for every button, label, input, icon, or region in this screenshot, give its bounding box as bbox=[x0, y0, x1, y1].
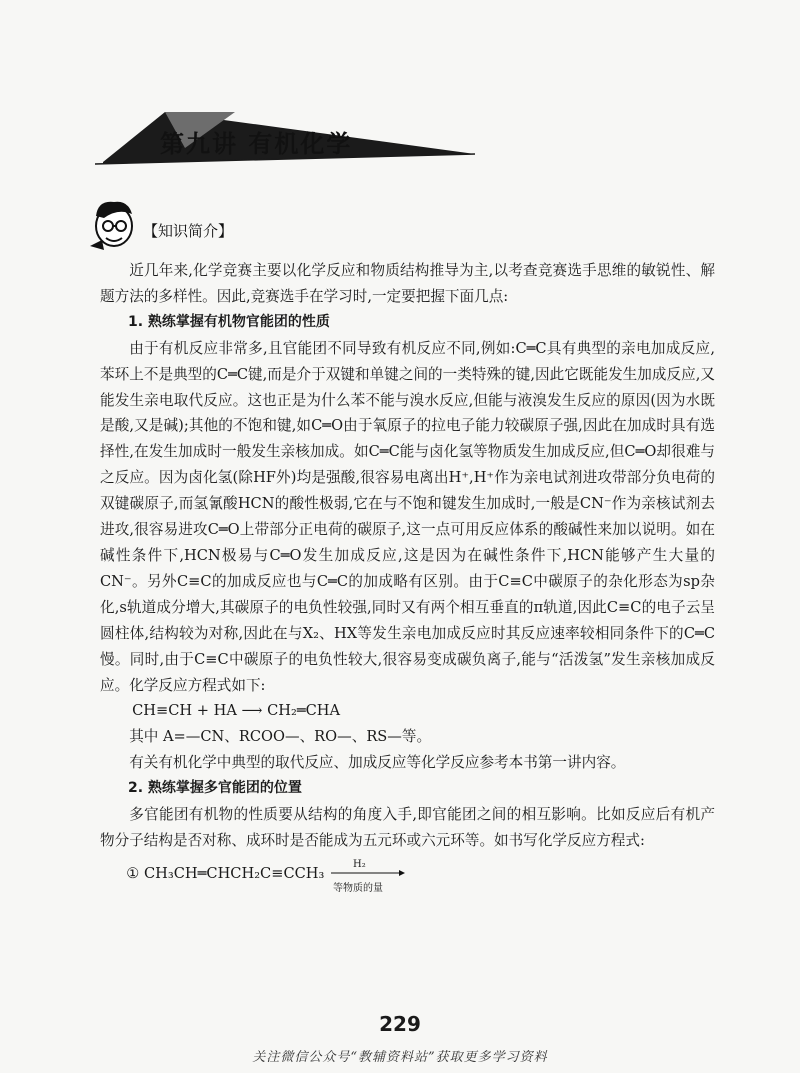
body-text bbox=[100, 258, 715, 898]
equation-2-reactant: ① CH₃CH═CHCH₂C≡CCH₃ bbox=[126, 864, 325, 882]
heading-2: 2. 熟练掌握多官能团的位置 bbox=[128, 780, 302, 797]
paragraph-multi-groups: 多官能团有机物的性质要从结构的角度入手,即官能团之间的相互影响。比如反应后有机产物分子结构是否对称、成环时是否能成为五元环或六元环等。如书写化学反应方程式: bbox=[100, 806, 715, 849]
paragraph-functional-groups: 由于有机反应非常多,且官能团不同导致有机反应不同,例如:C═C具有典型的亲电加成反应,苯环上不是典型的C═C键,而是介于双键和单键之间的一类特殊的键,因此它既能发生加成反应,又能发生亲电取代反应。这也正是为什么苯不能与溴水反应,但能与液溴发生反应的原因(因为水既是酸,又是碱);其他的不饱和键,如C═O由于氧原子的拉电子能力较碳原子强,因此在加成时具有选择性,在发生加成时一般发生亲核加成。如C═C能与卤化氢等物质发生加成反应,但C═O却很难与之反应。因为卤化氢(除HF外)均是强酸,很容易电离出H⁺,H⁺作为亲电试剂进攻带部分负电荷的双键碳原子,而氢氰酸HCN的酸性极弱,它在与不饱和键发生加成时,一般是CN⁻作为亲核试剂去进攻,很容易进攻C═O上带部分正电荷的碳原子,这一点可用反应体系的酸碱性来加以说明。如在碱性条件下,HCN极易与C═O发生加成反应,这是因为在碱性条件下,HCN能够产生大量的CN⁻。另外C≡C的加成反应也与C═C的加成略有区别。由于C≡C中碳原子的杂化形态为sp杂化,s轨道成分增大,其碳原子的电负性较强,同时又有两个相互垂直的π轨道,因此C≡C的电子云呈圆柱体,结构较为对称,因此在与X₂、HX等发生亲电加成反应时其反应速率较相同条件下的C═C慢。同时,由于C≡C中碳原子的电负性较大,很容易变成碳负离子,能与“活泼氢”发生亲核加成反应。化学反应方程式如下: bbox=[100, 339, 715, 694]
paragraph-reference: 有关有机化学中典型的取代反应、加成反应等化学反应参考本书第一讲内容。 bbox=[129, 754, 626, 772]
lecture-title: 第九讲 有机化学 bbox=[160, 130, 353, 158]
equation-2 bbox=[100, 860, 715, 898]
footer-watermark: 关注微信公众号“教辅资料站”获取更多学习资料 bbox=[252, 1050, 548, 1065]
heading-1: 1. 熟练掌握有机物官能团的性质 bbox=[128, 313, 330, 330]
intro-paragraph: 近几年来,化学竞赛主要以化学反应和物质结构推导为主,以考查竞赛选手思维的敏锐性、解题方法的多样性。因此,竞赛选手在学习时,一定要把握下面几点: bbox=[100, 262, 715, 305]
equation-2-condition: 等物质的量 bbox=[333, 882, 383, 894]
equation-1: CH≡CH + HA ⟶ CH₂═CHA bbox=[132, 702, 341, 720]
section-label: 【知识简介】 bbox=[143, 222, 234, 240]
paragraph-a-definition: 其中 A=—CN、RCOO—、RO—、RS—等。 bbox=[129, 728, 432, 746]
equation-2-reagent: H₂ bbox=[353, 858, 366, 870]
mascot-icon bbox=[88, 196, 140, 252]
page-number: 229 bbox=[379, 1012, 421, 1036]
reaction-arrow bbox=[329, 858, 405, 894]
